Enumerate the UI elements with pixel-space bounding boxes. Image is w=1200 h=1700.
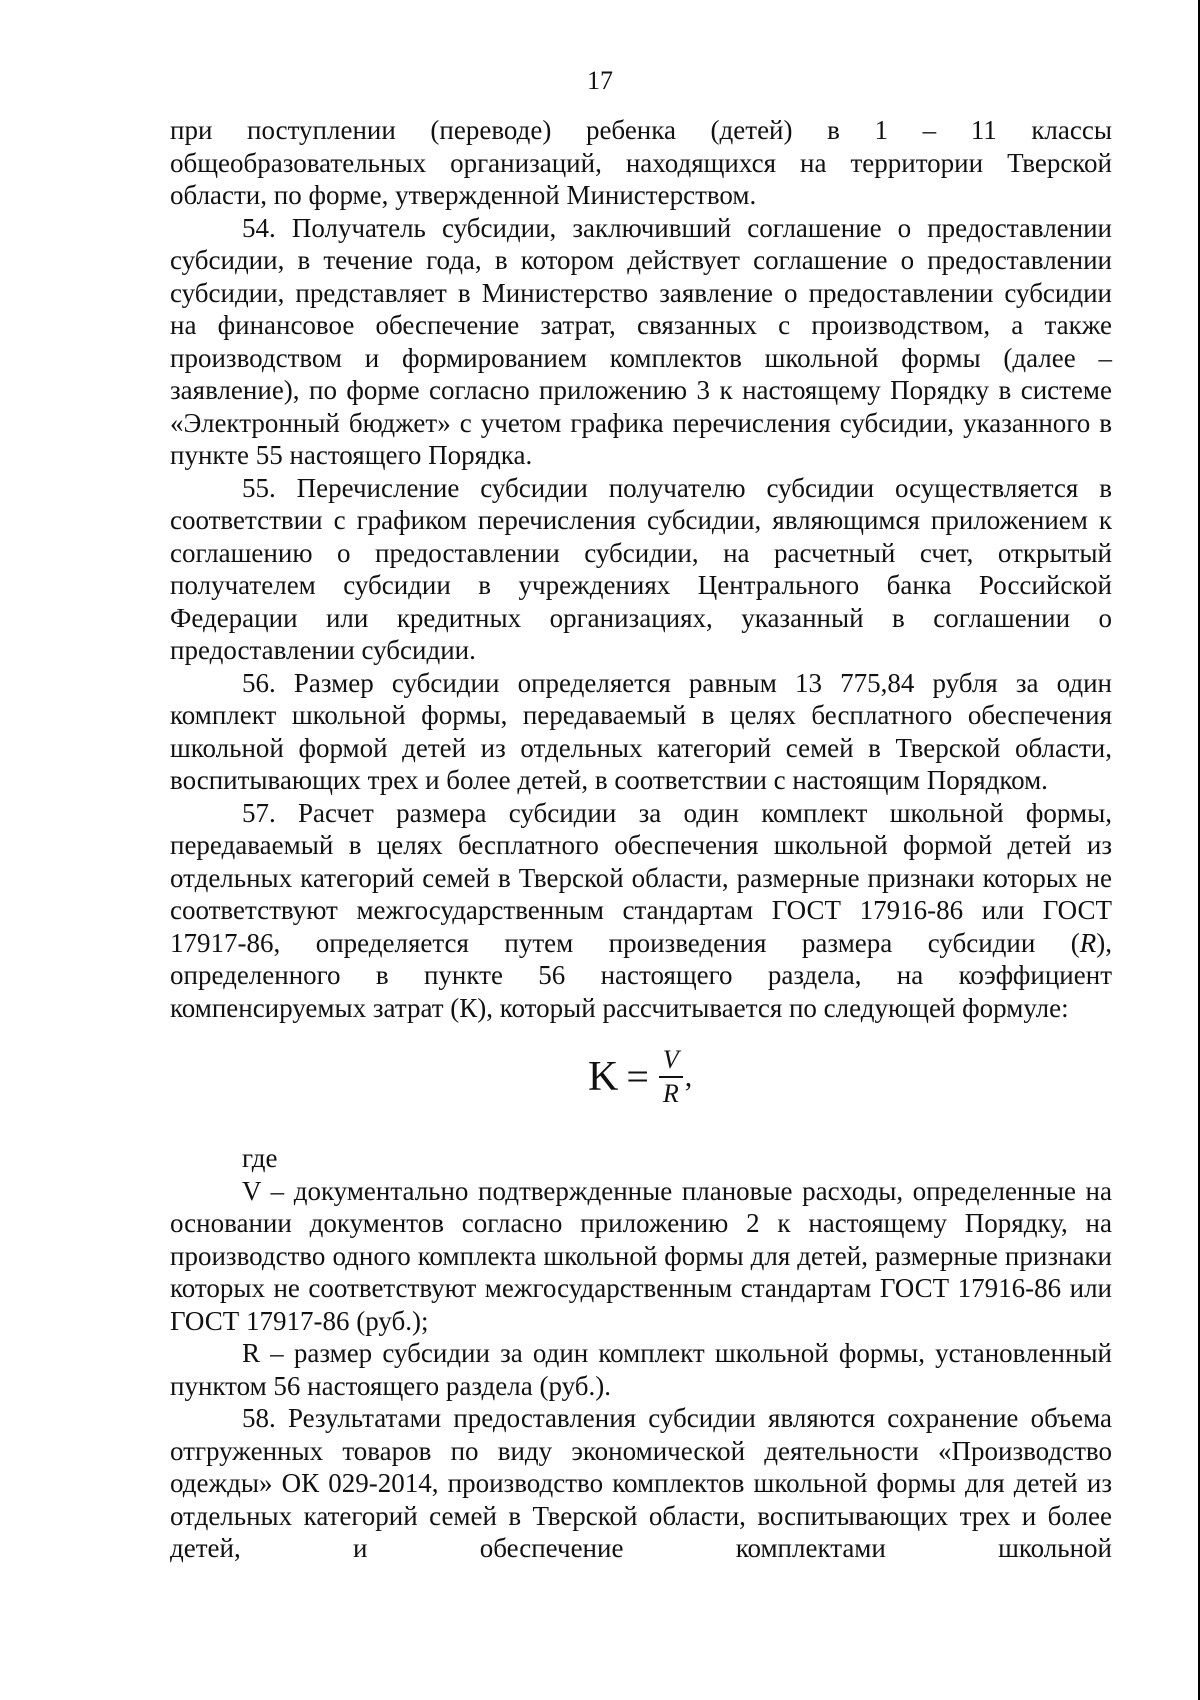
where-label: где <box>242 1143 278 1173</box>
paragraph-58: 58. Результатами предоставления субсидии являются сохранение объема отгруженных товаров по виду экономической деятельности «Производство одежды» ОК 029-2014, производство комплектов школьной формы для детей из отдельных категорий семей в Тверской области, воспитывающих трех и более детей, и обеспечение комплектами школьной <box>170 1403 1112 1563</box>
paragraph-55: 55. Перечисление субсидии получателю субсидии осуществляется в соответствии с графиком перечисления субсидии, являющимся приложением к соглашению о предоставлении субсидии, на расчетный счет, открытый получателем субсидии в учреждениях Центрального банка Российской Федерации или кредитных организациях, указанный в соглашении о предоставлении субсидии. <box>170 472 1112 665</box>
formula-lhs: K <box>588 1054 619 1100</box>
paragraph-56: 56. Размер субсидии определяется равным 13 775,84 рубля за один комплект школьной формы, передаваемый в целях бесплатного обеспечения школьной формой детей из отдельных категорий семей в Тверской области, воспитывающих трех и более детей, в соответствии с настоящим Порядком. <box>170 667 1112 795</box>
paragraph-57 <box>170 797 1112 1025</box>
paragraph-57-text-end: ), определенного в пункте 56 настоящего раздела, на коэффициент компенсируемых затрат (К), который рассчитывается по следующей формуле: <box>170 927 1112 1023</box>
definition-r: R – размер субсидии за один комплект школьной формы, установленный пунктом 56 настоящего раздела (руб.). <box>170 1338 1112 1401</box>
formula-comma: , <box>684 1059 693 1093</box>
formula-denominator: R <box>662 1079 679 1108</box>
formula-block <box>170 1024 1112 1142</box>
paragraph-54: 54. Получатель субсидии, заключивший соглашение о предоставлении субсидии, в течение года, в котором действует соглашение о предоставлении субсидии, представляет в Министерство заявление о предоставлении субсидии на финансовое обеспечение затрат, связанных с производством, а также производством и формированием комплектов школьной формы (далее – заявление), по форме согласно приложению 3 к настоящему Порядку в системе «Электронный бюджет» с учетом графика перечисления субсидии, указанного в пункте 55 настоящего Порядка. <box>170 212 1112 470</box>
page-number: 17 <box>587 66 613 95</box>
paragraph-continuation-line1: при поступлении (переводе) ребенка (детей) в 1 – 11 классы <box>170 115 1112 145</box>
formula-numerator: V <box>659 1046 683 1078</box>
document-body <box>170 114 1112 1565</box>
definition-v: V – документально подтвержденные плановые расходы, определенные на основании документов согласно приложению 2 к настоящему Порядку, на производство одного комплекта школьной формы для детей, размерные признаки которых не соответствуют межгосударственным стандартам ГОСТ 17916-86 или ГОСТ 17917-86 (руб.); <box>170 1175 1112 1336</box>
formula-fraction <box>659 1046 683 1108</box>
paragraph-57-text-start: 57. Расчет размера субсидии за один комплект школьной формы, передаваемый в целях бесплатного обеспечения школьной формой детей из отдельных категорий семей в Тверской области, размерные признаки которых не соответствуют межгосударственным стандартам ГОСТ 17916-86 или ГОСТ 17917-86, определяется путем произведения размера субсидии ( <box>170 797 1112 958</box>
formula <box>588 1046 692 1108</box>
formula-equals: = <box>626 1053 649 1099</box>
paragraph-57-r-symbol: R <box>1079 927 1097 958</box>
paragraph-continuation: общеобразовательных организаций, находящихся на территории Тверской области, по форме, утвержденной Министерством. <box>170 147 1112 210</box>
